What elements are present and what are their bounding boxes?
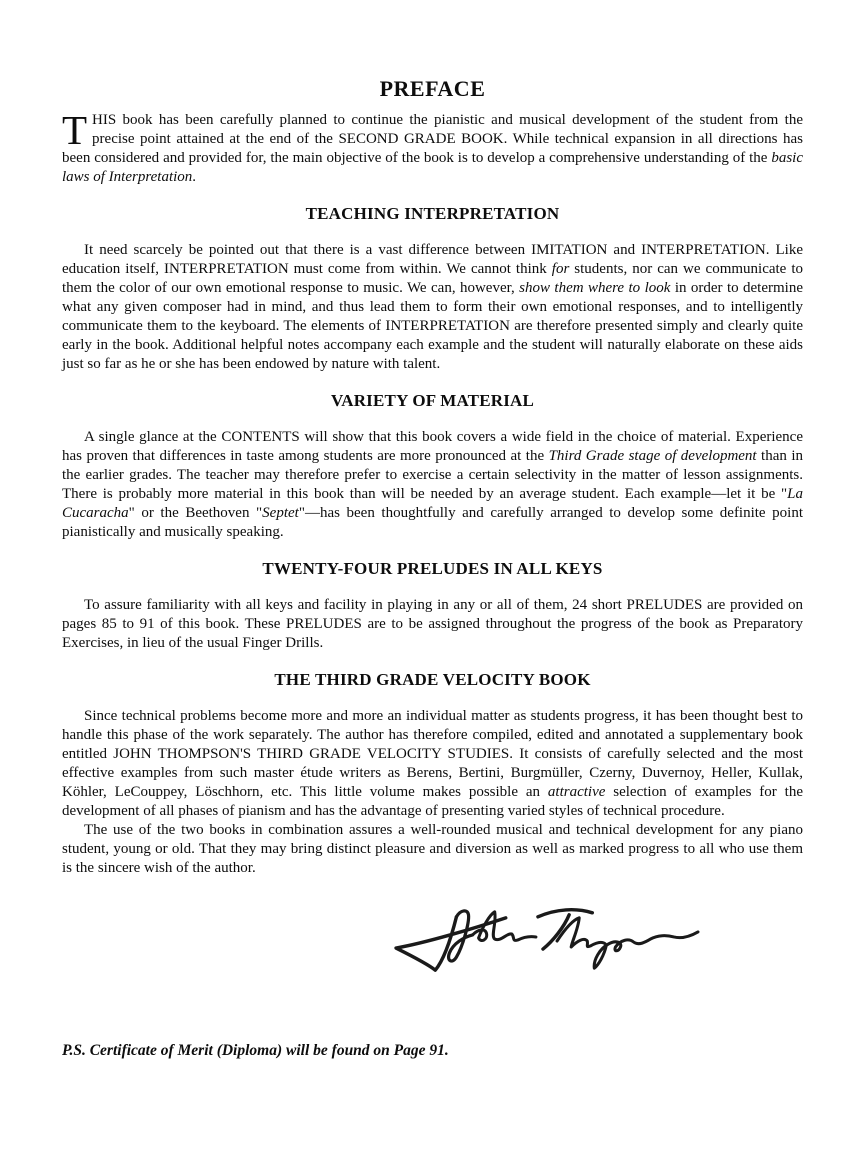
paragraph (62, 821, 803, 878)
italic-text-run: Septet (262, 505, 299, 521)
text-run: It need scarcely be pointed out that there is a vast difference between IMITATION and INTERPRETATION. Like education itself, INTERPRETATION must come from within. We cannot think (62, 242, 803, 277)
section-body (62, 428, 803, 542)
paragraph (62, 107, 803, 187)
text-run: A single glance at the CONTENTS will show that this book covers a wide field in the choice of material. Experience has proven that differences in taste among students are more pronounced at the (62, 429, 803, 464)
section (62, 107, 803, 187)
postscript-note: P.S. Certificate of Merit (Diploma) will be found on Page 91. (62, 1042, 449, 1059)
italic-text-run: basic laws of Interpretation (62, 150, 803, 185)
text-run: " or the Beethoven " (128, 505, 263, 521)
section (62, 670, 803, 878)
text-run: . (192, 169, 197, 185)
text-run: To assure familiarity with all keys and facility in playing in any or all of them, 24 short PRELUDES are provided on pages 85 to 91 of this book. These PRELUDES are to be assigned throughout the progress of the book as Preparatory Exercises, in lieu of the usual Finger Drills. (62, 597, 803, 651)
text-run: HIS book has been carefully planned to continue the pianistic and musical development of the student from the precise point attained at the end of the SECOND GRADE BOOK. While technical expansion in all directions has been considered and provided for, the main objective of the book is to develop a comprehensive understanding of the (62, 112, 803, 166)
section (62, 204, 803, 374)
section-body (62, 707, 803, 878)
text-run: students, nor can we communicate to them the color of our own emotional response to music. We can, however, (62, 261, 804, 296)
section (62, 559, 803, 653)
italic-text-run: show them where to look (519, 280, 671, 296)
section-body (62, 241, 803, 374)
section-heading: THE THIRD GRADE VELOCITY BOOK (274, 670, 591, 689)
sections (62, 107, 804, 878)
drop-cap: T (62, 107, 88, 153)
section-heading: VARIETY OF MATERIAL (330, 391, 535, 410)
text-run: Since technical problems become more and more an individual matter as students progress, it has been thought best to handle this phase of the work separately. The author has therefore compiled, edited and annotated a supplementary book entitled JOHN THOMPSON'S THIRD GRADE VELOCITY STUDIES. It consists of carefully selected and the most effective examples from such master étude writers as Berens, Bertini, Burgmüller, Czerny, Duvernoy, Heller, Kullak, Köhler, LeCouppey, Löschhorn, etc. This little volume makes possible an (62, 708, 803, 800)
section-body (62, 596, 803, 653)
text-run: selection of examples for the development of all phases of pianism and has the advantage of presenting varied styles of technical procedure. (62, 784, 803, 819)
paragraph (62, 428, 803, 542)
text-run: in order to determine what any given composer had in mind, and thus lead them to form their own emotional responses, and to intelligently communicate them to the keyboard. The elements of INTERPRETATION are therefore presented simply and clearly quite early in the book. Additional helpful notes accompany each example and the student will naturally elaborate on these aids just so far as he or she has been endowed by nature with talent. (62, 280, 803, 372)
paragraph (62, 241, 803, 374)
italic-text-run: La Cucaracha (62, 486, 803, 521)
section-body (62, 107, 803, 187)
paragraph (62, 596, 803, 653)
italic-text-run: attractive (547, 784, 606, 800)
text-run: "—has been thoughtfully and carefully arranged to develop some definite point pianistically and musically speaking. (62, 505, 803, 540)
section (62, 391, 803, 542)
italic-text-run: Third Grade stage of development (548, 448, 757, 464)
italic-text-run: for (551, 261, 570, 277)
section-heading: TEACHING INTERPRETATION (305, 204, 560, 223)
page-title: PREFACE (379, 76, 486, 101)
author-signature (390, 902, 702, 984)
text-run: than in the earlier grades. The teacher may therefore prefer to exercise a certain selectivity in the matter of lesson assignments. There is probably more material in this book than will be needed by an average student. Each example—let it be " (62, 448, 803, 502)
section-heading: TWENTY-FOUR PRELUDES IN ALL KEYS (262, 559, 603, 578)
paragraph (62, 707, 803, 821)
signature-drawing (390, 902, 702, 984)
text-run: The use of the two books in combination assures a well-rounded musical and technical development for any piano student, young or old. That they may bring distinct pleasure and diversion as well as marked progress to all who use them is the sincere wish of the author. (62, 822, 803, 876)
